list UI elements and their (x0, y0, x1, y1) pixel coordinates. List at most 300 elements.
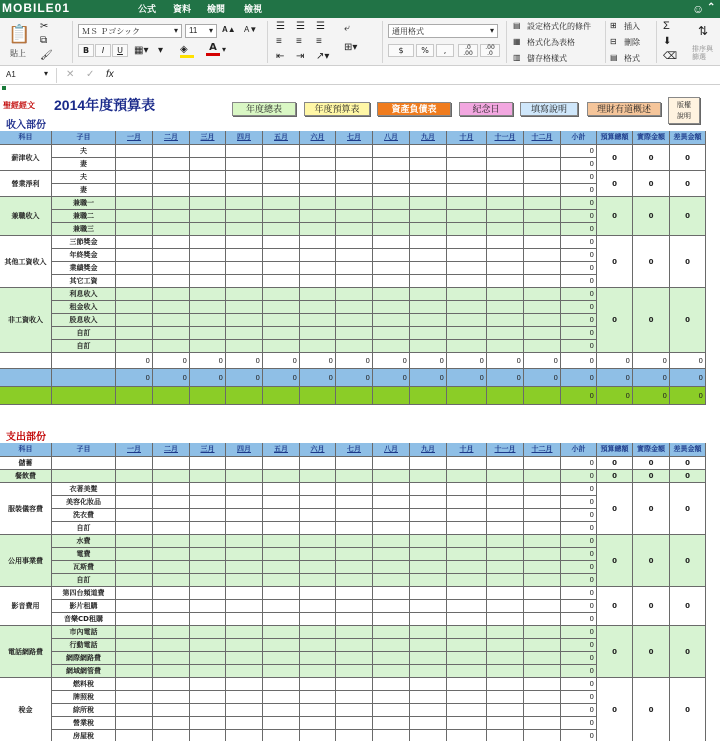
income-month-cell[interactable] (116, 301, 153, 314)
name-box[interactable]: A1 (6, 70, 16, 79)
net-cell[interactable]: 0 (447, 369, 487, 387)
expense-variance[interactable]: 0 (670, 678, 706, 741)
expense-variance[interactable]: 0 (670, 483, 706, 535)
expense-month-cell[interactable] (524, 652, 561, 665)
expense-subitem[interactable]: 市內電話 (52, 626, 116, 639)
income-month-cell[interactable] (153, 210, 190, 223)
expense-header-5[interactable]: 四月 (226, 443, 263, 457)
expense-month-cell[interactable] (153, 678, 190, 691)
name-box-dropdown-icon[interactable]: ▾ (44, 69, 49, 78)
expense-month-cell[interactable] (226, 717, 263, 730)
expense-month-cell[interactable] (263, 600, 300, 613)
tab-review[interactable]: 檢閱 (207, 4, 226, 14)
expense-subtotal[interactable]: 0 (561, 704, 597, 717)
expense-month-cell[interactable] (524, 535, 561, 548)
expense-category[interactable]: 公用事業費 (0, 535, 52, 587)
expense-month-cell[interactable] (447, 600, 487, 613)
expense-actual-amount[interactable]: 0 (633, 483, 670, 535)
income-month-cell[interactable] (373, 262, 410, 275)
expense-month-cell[interactable] (300, 587, 336, 600)
expense-month-cell[interactable] (447, 730, 487, 741)
expense-month-cell[interactable] (373, 496, 410, 509)
align-right-icon[interactable]: ≡ (316, 36, 322, 47)
income-month-cell[interactable] (116, 223, 153, 236)
transfer-month[interactable] (116, 387, 153, 405)
income-month-cell[interactable] (190, 184, 226, 197)
expense-subitem[interactable]: 衣著美髮 (52, 483, 116, 496)
expense-actual-amount[interactable]: 0 (633, 470, 670, 483)
expense-budget-total[interactable]: 0 (597, 535, 633, 587)
expense-subitem[interactable]: 電費 (52, 548, 116, 561)
expense-month-cell[interactable] (447, 561, 487, 574)
income-month-cell[interactable] (336, 158, 373, 171)
expense-month-cell[interactable] (226, 470, 263, 483)
income-month-cell[interactable] (336, 327, 373, 340)
expense-month-cell[interactable] (524, 613, 561, 626)
expense-month-cell[interactable] (336, 691, 373, 704)
expense-month-cell[interactable] (487, 613, 524, 626)
copy-icon[interactable]: ⧉ (40, 35, 48, 46)
expense-month-cell[interactable] (116, 613, 153, 626)
expense-month-cell[interactable] (226, 457, 263, 470)
income-month-cell[interactable] (410, 158, 447, 171)
font-color-dropdown-icon[interactable]: ▾ (222, 45, 227, 54)
income-variance[interactable]: 0 (670, 145, 706, 171)
net-cell[interactable]: 0 (561, 369, 597, 387)
expense-month-cell[interactable] (116, 691, 153, 704)
income-month-cell[interactable] (447, 262, 487, 275)
nav-button-5[interactable]: 填寫說明 (520, 102, 578, 116)
expense-month-cell[interactable] (447, 483, 487, 496)
income-month-cell[interactable] (263, 314, 300, 327)
income-month-cell[interactable] (410, 249, 447, 262)
income-subitem[interactable]: 兼職三 (52, 223, 116, 236)
income-month-cell[interactable] (190, 171, 226, 184)
expense-month-cell[interactable] (153, 691, 190, 704)
expense-month-cell[interactable] (263, 483, 300, 496)
expense-month-cell[interactable] (226, 691, 263, 704)
income-month-cell[interactable] (226, 158, 263, 171)
expense-month-cell[interactable] (153, 626, 190, 639)
expense-month-cell[interactable] (300, 496, 336, 509)
income-month-cell[interactable] (373, 171, 410, 184)
income-month-cell[interactable] (447, 145, 487, 158)
expense-month-cell[interactable] (373, 613, 410, 626)
expense-month-cell[interactable] (300, 652, 336, 665)
deduct-month[interactable]: 0 (561, 353, 597, 369)
income-subitem[interactable]: 自訂 (52, 327, 116, 340)
income-month-cell[interactable] (300, 301, 336, 314)
income-month-cell[interactable] (336, 301, 373, 314)
income-month-cell[interactable] (263, 301, 300, 314)
income-month-cell[interactable] (153, 288, 190, 301)
income-month-cell[interactable] (487, 340, 524, 353)
expense-month-cell[interactable] (190, 574, 226, 587)
fx-button[interactable]: fx (106, 69, 114, 80)
income-subitem[interactable]: 妻 (52, 184, 116, 197)
font-name-select[interactable]: ＭＳ Ｐゴシック ▾ (78, 24, 182, 38)
income-month-cell[interactable] (373, 327, 410, 340)
income-header-11[interactable]: 十月 (447, 131, 487, 145)
income-month-cell[interactable] (410, 301, 447, 314)
expense-month-cell[interactable] (373, 678, 410, 691)
income-subtotal[interactable]: 0 (561, 288, 597, 301)
expense-month-cell[interactable] (116, 626, 153, 639)
income-month-cell[interactable] (190, 288, 226, 301)
expense-month-cell[interactable] (373, 639, 410, 652)
expense-month-cell[interactable] (263, 626, 300, 639)
income-month-cell[interactable] (116, 262, 153, 275)
income-month-cell[interactable] (116, 236, 153, 249)
transfer-month[interactable] (447, 387, 487, 405)
expense-subitem[interactable]: 影片租購 (52, 600, 116, 613)
net-cell[interactable]: 0 (226, 369, 263, 387)
expense-month-cell[interactable] (410, 522, 447, 535)
income-month-cell[interactable] (116, 275, 153, 288)
sort-filter-button[interactable]: 排序與篩選 (692, 46, 713, 61)
income-month-cell[interactable] (153, 197, 190, 210)
income-budget-total[interactable]: 0 (597, 236, 633, 288)
income-month-cell[interactable] (263, 210, 300, 223)
income-subtotal[interactable]: 0 (561, 327, 597, 340)
income-month-cell[interactable] (447, 184, 487, 197)
income-month-cell[interactable] (300, 314, 336, 327)
expense-subitem[interactable]: 第四台頻道費 (52, 587, 116, 600)
font-size-select[interactable]: 11 ▾ (185, 24, 217, 38)
income-month-cell[interactable] (447, 236, 487, 249)
income-month-cell[interactable] (336, 197, 373, 210)
expense-month-cell[interactable] (190, 665, 226, 678)
income-month-cell[interactable] (373, 314, 410, 327)
expense-month-cell[interactable] (190, 652, 226, 665)
expense-month-cell[interactable] (300, 613, 336, 626)
income-month-cell[interactable] (190, 275, 226, 288)
expense-month-cell[interactable] (336, 496, 373, 509)
expense-month-cell[interactable] (410, 600, 447, 613)
income-header-16[interactable]: 實際金額 (633, 131, 670, 145)
net-cell[interactable]: 0 (524, 369, 561, 387)
expense-month-cell[interactable] (116, 587, 153, 600)
expense-subitem[interactable]: 房屋稅 (52, 730, 116, 741)
expense-month-cell[interactable] (373, 665, 410, 678)
income-month-cell[interactable] (300, 288, 336, 301)
indent-icon[interactable]: ⇥ (296, 51, 305, 62)
align-bottom-icon[interactable]: ☰ (316, 21, 325, 32)
expense-header-13[interactable]: 十二月 (524, 443, 561, 457)
expense-month-cell[interactable] (447, 470, 487, 483)
transfer-label[interactable] (0, 387, 52, 405)
expense-month-cell[interactable] (524, 470, 561, 483)
expense-month-cell[interactable] (373, 626, 410, 639)
income-month-cell[interactable] (373, 210, 410, 223)
income-month-cell[interactable] (487, 288, 524, 301)
expense-month-cell[interactable] (410, 678, 447, 691)
income-subitem[interactable]: 業績獎金 (52, 262, 116, 275)
income-month-cell[interactable] (226, 145, 263, 158)
income-month-cell[interactable] (524, 236, 561, 249)
income-header-12[interactable]: 十一月 (487, 131, 524, 145)
income-month-cell[interactable] (487, 184, 524, 197)
income-subtotal[interactable]: 0 (561, 236, 597, 249)
transfer-month[interactable] (226, 387, 263, 405)
cancel-icon[interactable]: ✕ (66, 69, 75, 80)
expense-month-cell[interactable] (226, 665, 263, 678)
income-header-14[interactable]: 小計 (561, 131, 597, 145)
expense-month-cell[interactable] (226, 522, 263, 535)
expense-month-cell[interactable] (447, 574, 487, 587)
expense-month-cell[interactable] (524, 561, 561, 574)
income-month-cell[interactable] (410, 184, 447, 197)
expense-header-8[interactable]: 七月 (336, 443, 373, 457)
expense-month-cell[interactable] (524, 717, 561, 730)
number-format-select[interactable]: 通用格式 ▾ (388, 24, 498, 38)
align-left-icon[interactable]: ≡ (276, 36, 282, 47)
expense-month-cell[interactable] (226, 652, 263, 665)
transfer-total[interactable]: 0 (670, 387, 706, 405)
cell-style-button[interactable]: 儲存格樣式 (527, 54, 567, 63)
expense-month-cell[interactable] (153, 561, 190, 574)
net-cell[interactable]: 0 (116, 369, 153, 387)
income-month-cell[interactable] (447, 327, 487, 340)
expense-subtotal[interactable]: 0 (561, 678, 597, 691)
expense-month-cell[interactable] (153, 496, 190, 509)
income-month-cell[interactable] (190, 236, 226, 249)
income-month-cell[interactable] (190, 145, 226, 158)
expense-month-cell[interactable] (487, 704, 524, 717)
expense-month-cell[interactable] (410, 691, 447, 704)
expense-month-cell[interactable] (336, 509, 373, 522)
net-cell[interactable]: 0 (300, 369, 336, 387)
income-month-cell[interactable] (153, 171, 190, 184)
income-subtotal[interactable]: 0 (561, 275, 597, 288)
expense-month-cell[interactable] (487, 639, 524, 652)
expense-budget-total[interactable]: 0 (597, 678, 633, 741)
expense-actual-amount[interactable]: 0 (633, 626, 670, 678)
expense-month-cell[interactable] (447, 626, 487, 639)
expense-month-cell[interactable] (336, 470, 373, 483)
income-month-cell[interactable] (373, 236, 410, 249)
expense-month-cell[interactable] (524, 483, 561, 496)
expense-month-cell[interactable] (373, 704, 410, 717)
expense-month-cell[interactable] (447, 457, 487, 470)
income-month-cell[interactable] (300, 340, 336, 353)
income-month-cell[interactable] (226, 249, 263, 262)
net-cell[interactable]: 0 (190, 369, 226, 387)
expense-month-cell[interactable] (487, 665, 524, 678)
expense-actual-amount[interactable]: 0 (633, 587, 670, 626)
expense-month-cell[interactable] (116, 548, 153, 561)
income-month-cell[interactable] (300, 184, 336, 197)
expense-month-cell[interactable] (153, 665, 190, 678)
income-month-cell[interactable] (226, 184, 263, 197)
expense-month-cell[interactable] (263, 613, 300, 626)
income-header-13[interactable]: 十二月 (524, 131, 561, 145)
expense-month-cell[interactable] (410, 509, 447, 522)
expense-month-cell[interactable] (190, 522, 226, 535)
income-actual-amount[interactable]: 0 (633, 288, 670, 353)
income-header-8[interactable]: 七月 (336, 131, 373, 145)
income-month-cell[interactable] (116, 327, 153, 340)
transfer-sub[interactable] (52, 387, 116, 405)
income-month-cell[interactable] (487, 236, 524, 249)
income-month-cell[interactable] (226, 288, 263, 301)
expense-category[interactable]: 服裝儀容費 (0, 483, 52, 535)
income-subitem[interactable]: 夫 (52, 171, 116, 184)
nav-button-4[interactable]: 紀念日 (459, 102, 513, 116)
expense-subtotal[interactable]: 0 (561, 548, 597, 561)
expense-month-cell[interactable] (116, 470, 153, 483)
expense-subtotal[interactable]: 0 (561, 691, 597, 704)
income-subitem[interactable]: 年終獎金 (52, 249, 116, 262)
expense-month-cell[interactable] (300, 522, 336, 535)
income-subtotal[interactable]: 0 (561, 210, 597, 223)
income-month-cell[interactable] (487, 171, 524, 184)
income-month-cell[interactable] (300, 262, 336, 275)
expense-subitem[interactable]: 行動電話 (52, 639, 116, 652)
income-month-cell[interactable] (524, 171, 561, 184)
transfer-month[interactable] (190, 387, 226, 405)
income-month-cell[interactable] (190, 210, 226, 223)
income-month-cell[interactable] (447, 223, 487, 236)
expense-month-cell[interactable] (447, 613, 487, 626)
expense-month-cell[interactable] (263, 704, 300, 717)
expense-subtotal[interactable]: 0 (561, 600, 597, 613)
expense-month-cell[interactable] (226, 600, 263, 613)
income-actual-amount[interactable]: 0 (633, 171, 670, 197)
income-month-cell[interactable] (487, 314, 524, 327)
income-month-cell[interactable] (410, 236, 447, 249)
income-month-cell[interactable] (373, 288, 410, 301)
expense-month-cell[interactable] (487, 574, 524, 587)
deduct-month[interactable]: 0 (226, 353, 263, 369)
expense-month-cell[interactable] (190, 600, 226, 613)
income-subtotal[interactable]: 0 (561, 262, 597, 275)
expense-month-cell[interactable] (263, 548, 300, 561)
income-month-cell[interactable] (226, 275, 263, 288)
percent-button[interactable]: % (416, 44, 434, 57)
net-cell[interactable]: 0 (263, 369, 300, 387)
net-cell[interactable]: 0 (633, 369, 670, 387)
deduct-month[interactable]: 0 (153, 353, 190, 369)
transfer-month[interactable] (153, 387, 190, 405)
expense-month-cell[interactable] (336, 639, 373, 652)
income-month-cell[interactable] (300, 223, 336, 236)
income-month-cell[interactable] (336, 314, 373, 327)
expense-month-cell[interactable] (487, 457, 524, 470)
income-month-cell[interactable] (447, 340, 487, 353)
income-month-cell[interactable] (447, 288, 487, 301)
expense-month-cell[interactable] (153, 548, 190, 561)
cut-icon[interactable]: ✂ (40, 21, 49, 32)
expense-month-cell[interactable] (487, 730, 524, 741)
income-budget-total[interactable]: 0 (597, 288, 633, 353)
nav-button-6[interactable]: 理財有道概述 (587, 102, 661, 116)
income-subtotal[interactable]: 0 (561, 249, 597, 262)
expense-month-cell[interactable] (300, 561, 336, 574)
expense-subtotal[interactable]: 0 (561, 457, 597, 470)
income-month-cell[interactable] (263, 145, 300, 158)
expense-month-cell[interactable] (410, 587, 447, 600)
income-month-cell[interactable] (226, 327, 263, 340)
expense-month-cell[interactable] (447, 691, 487, 704)
expense-month-cell[interactable] (153, 730, 190, 741)
expense-month-cell[interactable] (153, 522, 190, 535)
tab-formulas[interactable]: 公式 (138, 4, 157, 14)
expense-month-cell[interactable] (487, 587, 524, 600)
income-month-cell[interactable] (226, 262, 263, 275)
expense-month-cell[interactable] (116, 600, 153, 613)
income-month-cell[interactable] (226, 197, 263, 210)
expense-month-cell[interactable] (410, 535, 447, 548)
income-variance[interactable]: 0 (670, 197, 706, 236)
deduct-month[interactable]: 0 (373, 353, 410, 369)
border-icon[interactable]: ▦▾ (134, 45, 149, 56)
expense-month-cell[interactable] (410, 613, 447, 626)
income-month-cell[interactable] (336, 223, 373, 236)
income-month-cell[interactable] (524, 210, 561, 223)
expense-month-cell[interactable] (190, 548, 226, 561)
expense-month-cell[interactable] (410, 717, 447, 730)
income-subtotal[interactable]: 0 (561, 223, 597, 236)
income-month-cell[interactable] (447, 249, 487, 262)
income-subitem[interactable]: 兼職一 (52, 197, 116, 210)
expense-month-cell[interactable] (116, 535, 153, 548)
expense-month-cell[interactable] (226, 678, 263, 691)
expense-month-cell[interactable] (373, 717, 410, 730)
income-month-cell[interactable] (524, 223, 561, 236)
expense-subitem[interactable] (52, 470, 116, 483)
expense-month-cell[interactable] (190, 496, 226, 509)
expense-month-cell[interactable] (153, 613, 190, 626)
decrease-decimal-button[interactable]: .00 .0 (480, 44, 500, 57)
expense-budget-total[interactable]: 0 (597, 457, 633, 470)
expense-header-16[interactable]: 實際金額 (633, 443, 670, 457)
expense-header-6[interactable]: 五月 (263, 443, 300, 457)
income-month-cell[interactable] (336, 171, 373, 184)
expense-subitem[interactable] (52, 457, 116, 470)
expense-month-cell[interactable] (300, 509, 336, 522)
income-header-1[interactable]: 子目 (52, 131, 116, 145)
expense-month-cell[interactable] (447, 548, 487, 561)
expense-month-cell[interactable] (524, 574, 561, 587)
income-variance[interactable]: 0 (670, 288, 706, 353)
income-month-cell[interactable] (153, 314, 190, 327)
expense-month-cell[interactable] (263, 587, 300, 600)
expense-month-cell[interactable] (336, 561, 373, 574)
net-label[interactable] (0, 369, 52, 387)
income-month-cell[interactable] (487, 223, 524, 236)
income-month-cell[interactable] (116, 184, 153, 197)
expense-month-cell[interactable] (410, 665, 447, 678)
income-month-cell[interactable] (190, 314, 226, 327)
income-month-cell[interactable] (116, 249, 153, 262)
comma-button[interactable]: , (436, 44, 454, 57)
expense-month-cell[interactable] (373, 587, 410, 600)
net-cell[interactable]: 0 (410, 369, 447, 387)
expense-month-cell[interactable] (226, 548, 263, 561)
expense-actual-amount[interactable]: 0 (633, 678, 670, 741)
income-subtotal[interactable]: 0 (561, 171, 597, 184)
income-month-cell[interactable] (153, 223, 190, 236)
expense-month-cell[interactable] (116, 457, 153, 470)
expense-subtotal[interactable]: 0 (561, 717, 597, 730)
expense-month-cell[interactable] (447, 522, 487, 535)
income-month-cell[interactable] (487, 145, 524, 158)
expense-month-cell[interactable] (300, 665, 336, 678)
income-month-cell[interactable] (524, 158, 561, 171)
net-sub[interactable] (52, 369, 116, 387)
income-subtotal[interactable]: 0 (561, 184, 597, 197)
